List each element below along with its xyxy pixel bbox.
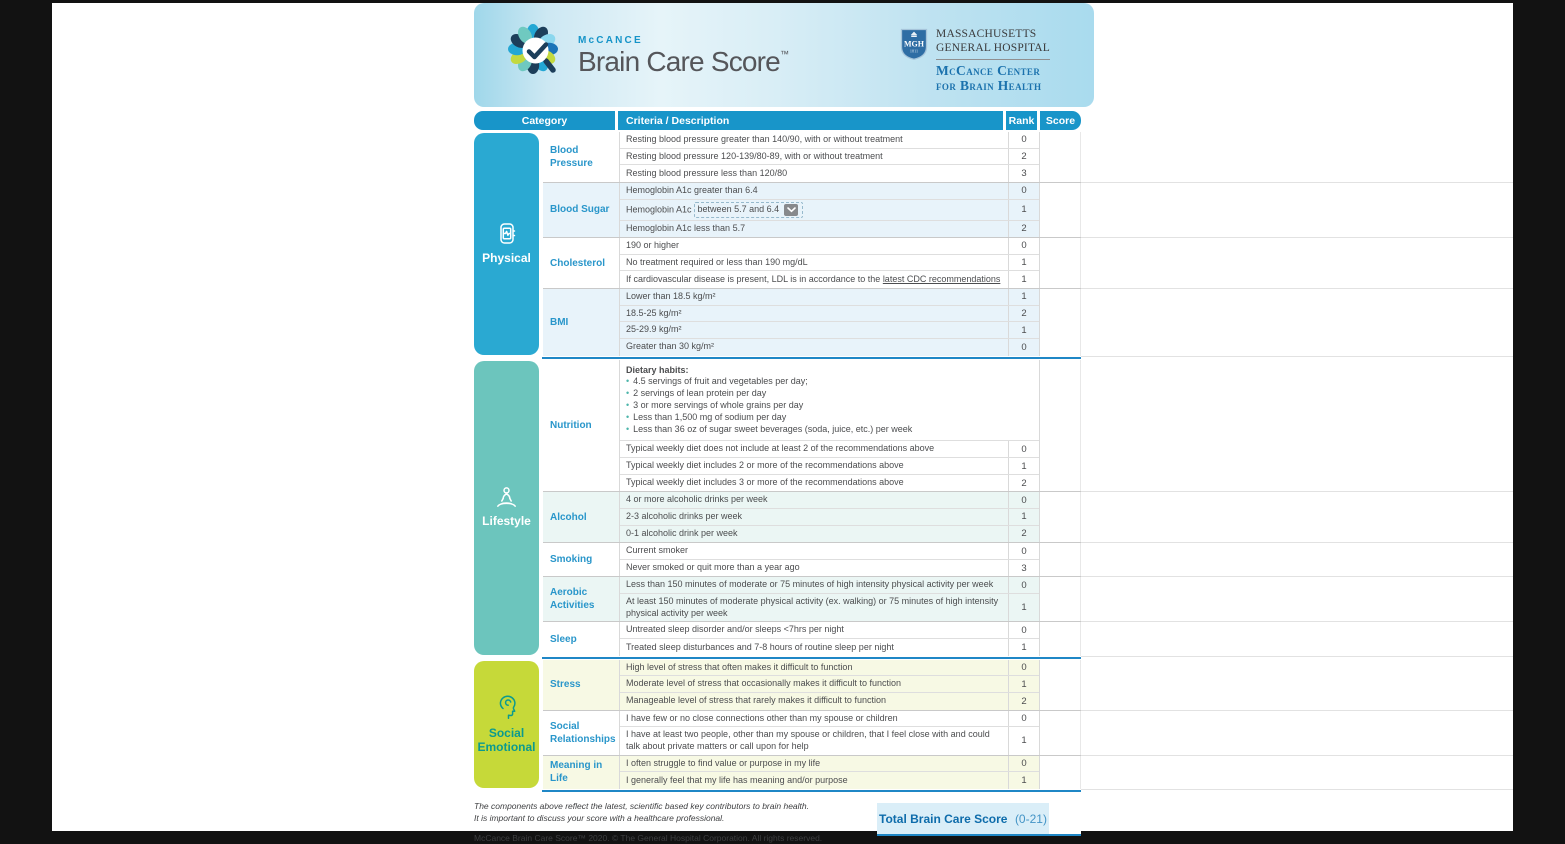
criteria-row [620, 577, 1039, 594]
section-rows [543, 360, 1081, 656]
subcategory-rows [619, 238, 1040, 288]
criteria-row [620, 289, 1039, 306]
rank-value: 0 [1008, 339, 1039, 356]
criteria-cell [620, 509, 1008, 525]
brand-name: McCANCE [578, 34, 643, 46]
table-header [474, 111, 1081, 130]
subcategory-section [543, 132, 1081, 183]
bullet-icon: • [626, 399, 630, 410]
criteria-row [620, 756, 1039, 773]
subcategory-section [543, 492, 1081, 543]
chevron-down-icon [787, 207, 796, 213]
criteria-cell [620, 492, 1008, 508]
criteria-row [620, 200, 1039, 221]
document-page [52, 3, 1513, 843]
page-title-text: Brain Care Score [578, 45, 780, 77]
shield-year: 1811 [909, 48, 919, 54]
criteria-cell [620, 543, 1008, 559]
criteria-cell [620, 475, 1008, 492]
center-name-line1: McCance Center [936, 63, 1041, 79]
criteria-row [620, 526, 1039, 543]
score-cell[interactable] [1040, 577, 1081, 621]
rank-value: 0 [1008, 543, 1039, 559]
column-header-rank: Rank [1006, 111, 1037, 130]
rank-value: 0 [1008, 441, 1039, 457]
criteria-cell [620, 526, 1008, 543]
dietary-bullet-text: 3 or more servings of whole grains per day [633, 399, 804, 410]
rank-value: 1 [1008, 639, 1039, 656]
brand-text [578, 35, 789, 76]
criteria-text: High level of stress that often makes it difficult to function [626, 661, 853, 672]
subcategory-label: Social Relationships [550, 720, 616, 745]
criteria-row [620, 543, 1039, 560]
a1c-range-dropdown[interactable] [694, 202, 804, 218]
criteria-row [620, 622, 1039, 639]
center-name-line2: for Brain Health [936, 78, 1042, 94]
dietary-bullet [626, 424, 1002, 436]
criteria-cell [620, 693, 1008, 710]
criteria-cell [620, 441, 1008, 457]
category-column-lifestyle [474, 360, 543, 656]
cdc-recommendations-link[interactable]: latest CDC recommendations [882, 273, 1001, 284]
criteria-row [620, 560, 1039, 577]
criteria-row [620, 772, 1039, 789]
criteria-cell [620, 149, 1008, 165]
category-block-social [474, 661, 539, 788]
hospital-lockup [900, 28, 1050, 93]
subcategory-section [543, 183, 1081, 238]
criteria-cell [620, 238, 1008, 254]
criteria-text: Typical weekly diet includes 3 or more of the recommendations above [626, 477, 904, 488]
subcategory-rows [619, 577, 1040, 621]
criteria-text: At least 150 minutes of moderate physical activity (ex. walking) or 75 minutes of high intensity physical activity per week [626, 596, 999, 618]
rank-value: 2 [1008, 221, 1039, 238]
subcategory-label: Nutrition [550, 419, 592, 431]
criteria-text: Current smoker [626, 545, 689, 556]
subcategory-label: Alcohol [550, 511, 587, 523]
subcategory-label: Cholesterol [550, 257, 606, 269]
rank-value: 1 [1008, 255, 1039, 271]
criteria-cell [620, 676, 1008, 692]
section-lifestyle [474, 360, 1081, 656]
page-title [578, 47, 789, 76]
score-cell[interactable] [1040, 622, 1081, 655]
bullet-icon: • [626, 375, 630, 386]
criteria-text: 2-3 alcoholic drinks per week [626, 511, 743, 522]
criteria-text: Resting blood pressure 120-139/80-89, with or without treatment [626, 150, 883, 161]
form-content [474, 3, 1094, 844]
criteria-text: Greater than 30 kg/m² [626, 341, 715, 352]
rank-value: 1 [1008, 271, 1039, 288]
rank-value: 2 [1008, 306, 1039, 322]
copyright-line: McCance Brain Care Score™ 2020. © The General Hospital Corporation. All rights reserved. [474, 832, 823, 843]
subcategory-section [543, 289, 1081, 356]
score-cell[interactable] [1040, 132, 1081, 182]
subcategory-rows [619, 660, 1040, 710]
rank-value: 0 [1008, 756, 1039, 772]
subcategory-rows [619, 289, 1040, 356]
rank-value: 0 [1008, 622, 1039, 638]
bullet-icon: • [626, 423, 630, 434]
subcategory-section [543, 711, 1081, 756]
rank-value: 2 [1008, 693, 1039, 710]
section-rows [543, 132, 1081, 356]
brain-logo-icon [506, 23, 566, 88]
subcategory-rows [619, 360, 1040, 492]
dietary-bullet [626, 412, 1002, 424]
subcategory-section [543, 543, 1081, 577]
category-column-physical [474, 132, 543, 356]
criteria-cell [620, 200, 1008, 220]
subcategory-rows [619, 492, 1040, 542]
criteria-text: I have at least two people, other than my spouse or children, that I feel close with and could talk about private matters or call upon for help [626, 729, 990, 751]
brand-lockup [506, 23, 789, 88]
criteria-text: Less than 150 minutes of moderate or 75 minutes of high intensity physical activity per week [626, 579, 994, 590]
subcategory-label: Blood Pressure [550, 144, 593, 169]
header-banner [474, 3, 1094, 107]
criteria-row [620, 221, 1039, 238]
total-score-label: Total Brain Care Score [879, 811, 1008, 826]
section-social [474, 660, 1081, 789]
criteria-cell [620, 577, 1008, 593]
criteria-cell [620, 756, 1008, 772]
criteria-text: Resting blood pressure greater than 140/90, with or without treatment [626, 134, 903, 144]
subcategory-rows [619, 132, 1040, 182]
criteria-row [620, 306, 1039, 323]
dietary-bullet [626, 376, 1002, 388]
total-score-area [877, 803, 1081, 836]
rank-value: 0 [1008, 577, 1039, 593]
criteria-row [620, 639, 1039, 656]
rank-value: 0 [1008, 132, 1039, 148]
dropdown-button[interactable] [784, 204, 798, 216]
criteria-text: Untreated sleep disorder and/or sleeps <7hrs per night [626, 624, 844, 635]
rank-value: 0 [1008, 660, 1039, 676]
divider [936, 59, 1050, 60]
criteria-text: 4 or more alcoholic drinks per week [626, 494, 768, 505]
rank-value: 1 [1008, 458, 1039, 474]
footnote-line2: It is important to discuss your score with a healthcare professional. [474, 812, 725, 823]
criteria-text: I often struggle to find value or purpose in my life [626, 757, 821, 768]
total-score-range: (0-21) [1014, 811, 1047, 826]
criteria-cell [620, 639, 1008, 656]
criteria-text: Resting blood pressure less than 120/80 [626, 167, 788, 178]
criteria-text: Manageable level of stress that rarely makes it difficult to function [626, 695, 886, 706]
criteria-row [620, 183, 1039, 200]
subcategory-label: Sleep [550, 633, 577, 645]
criteria-row [620, 271, 1039, 288]
rank-value: 3 [1008, 165, 1039, 182]
criteria-cell [620, 183, 1008, 199]
criteria-text: I generally feel that my life has meaning and/or purpose [626, 774, 848, 785]
dietary-bullet-text: Less than 36 oz of sugar sweet beverages (soda, juice, etc.) per week [633, 423, 913, 434]
rank-value: 1 [1008, 727, 1039, 754]
criteria-cell [620, 289, 1008, 305]
criteria-text: Lower than 18.5 kg/m² [626, 290, 716, 301]
subcategory-label: Meaning in Life [550, 760, 603, 785]
page-footer [474, 801, 1081, 844]
criteria-row [620, 660, 1039, 677]
criteria-row [620, 492, 1039, 509]
criteria-text: Moderate level of stress that occasionally makes it difficult to function [626, 678, 901, 689]
criteria-text: Never smoked or quit more than a year ago [626, 562, 800, 573]
table-bottom-line [542, 790, 1081, 792]
score-cell[interactable] [1040, 360, 1081, 492]
criteria-row [620, 727, 1039, 754]
subcategory-rows [619, 622, 1040, 655]
score-cell[interactable] [1040, 660, 1081, 710]
criteria-cell [620, 322, 1008, 338]
smartwatch-icon [495, 221, 519, 246]
category-column-social [474, 660, 543, 789]
criteria-row [620, 509, 1039, 526]
category-label: Physical [482, 251, 531, 266]
rank-value: 0 [1008, 492, 1039, 508]
rank-value: 1 [1008, 289, 1039, 305]
subcategory-section [543, 756, 1081, 789]
footnote-line1: The components above reflect the latest, scientific based key contributors to brain health. [474, 800, 809, 811]
rank-value: 2 [1008, 526, 1039, 543]
rank-value: 2 [1008, 475, 1039, 492]
section-rows [543, 660, 1081, 789]
dropdown-value: between 5.7 and 6.4 [697, 203, 780, 214]
rank-value: 0 [1008, 238, 1039, 254]
criteria-row [620, 255, 1039, 272]
category-block-lifestyle [474, 361, 539, 655]
trademark-symbol: ™ [779, 48, 789, 59]
rank-value: 2 [1008, 149, 1039, 165]
rank-value: 1 [1008, 322, 1039, 338]
hospital-name-line1: MASSACHUSETTS [936, 28, 1037, 40]
criteria-cell [620, 221, 1008, 238]
criteria-cell [620, 458, 1008, 474]
criteria-cell [620, 132, 1008, 148]
score-cell[interactable] [1040, 711, 1081, 755]
hospital-name [936, 28, 1050, 93]
criteria-cell [620, 772, 1008, 789]
subcategory-label: Blood Sugar [550, 204, 610, 216]
criteria-cell [620, 622, 1008, 638]
category-label: Social Emotional [477, 725, 536, 754]
criteria-cell [620, 727, 1008, 754]
meditation-icon [493, 486, 520, 509]
score-cell[interactable] [1040, 183, 1081, 237]
category-block-physical [474, 133, 539, 355]
criteria-cell [620, 306, 1008, 322]
criteria-row [620, 475, 1039, 492]
total-score-field[interactable] [1049, 803, 1081, 834]
subcategory-rows [619, 711, 1040, 755]
criteria-text: No treatment required or less than 190 mg/dL [626, 256, 808, 267]
head-brain-icon [495, 694, 519, 721]
criteria-text: Typical weekly diet does not include at least 2 of the recommendations above [626, 443, 935, 454]
rank-value: 0 [1008, 711, 1039, 727]
subcategory-label: Aerobic Activities [550, 587, 595, 612]
column-header-category: Category [474, 111, 615, 130]
score-cell[interactable] [1040, 543, 1081, 576]
rank-spacer [1008, 360, 1039, 441]
dietary-bullet-text: 2 servings of lean protein per day [633, 387, 767, 398]
criteria-row [620, 322, 1039, 339]
criteria-row [620, 458, 1039, 475]
mgh-shield-icon [900, 28, 928, 66]
criteria-row [620, 165, 1039, 182]
section-separator [542, 357, 1081, 359]
subcategory-section [543, 238, 1081, 289]
criteria-text: Treated sleep disturbances and 7-8 hours of routine sleep per night [626, 641, 894, 652]
column-header-criteria: Criteria / Description [618, 111, 1003, 130]
rank-value: 1 [1008, 772, 1039, 789]
subcategory-section [543, 660, 1081, 711]
hospital-name-line2: GENERAL HOSPITAL [936, 41, 1050, 54]
rank-value: 1 [1008, 200, 1039, 220]
rank-value: 1 [1008, 594, 1039, 621]
shield-abbr: MGH [904, 39, 925, 49]
dietary-habits-title: Dietary habits: [626, 364, 689, 375]
criteria-row [620, 339, 1039, 356]
score-cell[interactable] [1040, 492, 1081, 542]
score-cell[interactable] [1040, 289, 1081, 356]
criteria-text: 18.5-25 kg/m² [626, 307, 682, 318]
dietary-bullet [626, 388, 1002, 400]
bullet-icon: • [626, 387, 630, 398]
dietary-bullet-text: Less than 1,500 mg of sodium per day [633, 411, 787, 422]
rank-value: 1 [1008, 676, 1039, 692]
criteria-row [620, 360, 1039, 442]
subcategory-section [543, 622, 1081, 655]
subcategory-section [543, 577, 1081, 622]
criteria-row [620, 676, 1039, 693]
criteria-cell [620, 711, 1008, 727]
criteria-text: Hemoglobin A1c between 5.7 and 6.4 [626, 202, 803, 218]
subcategory-section [543, 360, 1081, 493]
column-header-score: Score [1040, 111, 1081, 130]
criteria-text: I have few or no close connections other than my spouse or children [626, 712, 898, 723]
subcategory-rows [619, 543, 1040, 576]
category-label: Lifestyle [482, 514, 531, 529]
criteria-cell [620, 660, 1008, 676]
total-score-box [877, 803, 1049, 834]
dietary-bullet-text: 4.5 servings of fruit and vegetables per day; [633, 375, 808, 386]
criteria-row [620, 711, 1039, 728]
subcategory-rows [619, 756, 1040, 789]
subcategory-label: BMI [550, 316, 569, 328]
bullet-icon: • [626, 411, 630, 422]
score-cell[interactable] [1040, 756, 1081, 789]
footnotes [474, 801, 822, 844]
rank-value: 3 [1008, 560, 1039, 577]
criteria-text: 0-1 alcoholic drink per week [626, 528, 738, 539]
criteria-row [620, 693, 1039, 710]
rank-value: 0 [1008, 183, 1039, 199]
criteria-text: Typical weekly diet includes 2 or more of the recommendations above [626, 460, 904, 471]
criteria-cell [620, 255, 1008, 271]
criteria-text: Hemoglobin A1c greater than 6.4 [626, 184, 758, 195]
criteria-row [620, 149, 1039, 166]
total-score-line [877, 803, 1081, 836]
dietary-info [620, 360, 1008, 441]
criteria-text: 190 or higher [626, 240, 680, 251]
subcategory-rows [619, 183, 1040, 237]
criteria-row [620, 132, 1039, 149]
subcategory-label: Stress [550, 679, 581, 691]
criteria-text: 25-29.9 kg/m² [626, 324, 682, 335]
criteria-cell [620, 339, 1008, 356]
criteria-row [620, 441, 1039, 458]
table-body [474, 132, 1081, 792]
section-physical [474, 132, 1081, 356]
subcategory-label: Smoking [550, 554, 593, 566]
criteria-cell [620, 271, 1008, 288]
criteria-cell [620, 560, 1008, 577]
dietary-bullet [626, 400, 1002, 412]
criteria-cell [620, 165, 1008, 182]
criteria-text: If cardiovascular disease is present, LDL is in accordance to the latest CDC recommendations [626, 273, 1001, 284]
section-separator [542, 657, 1081, 659]
rank-value: 1 [1008, 509, 1039, 525]
score-cell[interactable] [1040, 238, 1081, 288]
criteria-cell [620, 594, 1008, 621]
criteria-row [620, 594, 1039, 621]
criteria-row [620, 238, 1039, 255]
criteria-text: Hemoglobin A1c less than 5.7 [626, 222, 746, 233]
